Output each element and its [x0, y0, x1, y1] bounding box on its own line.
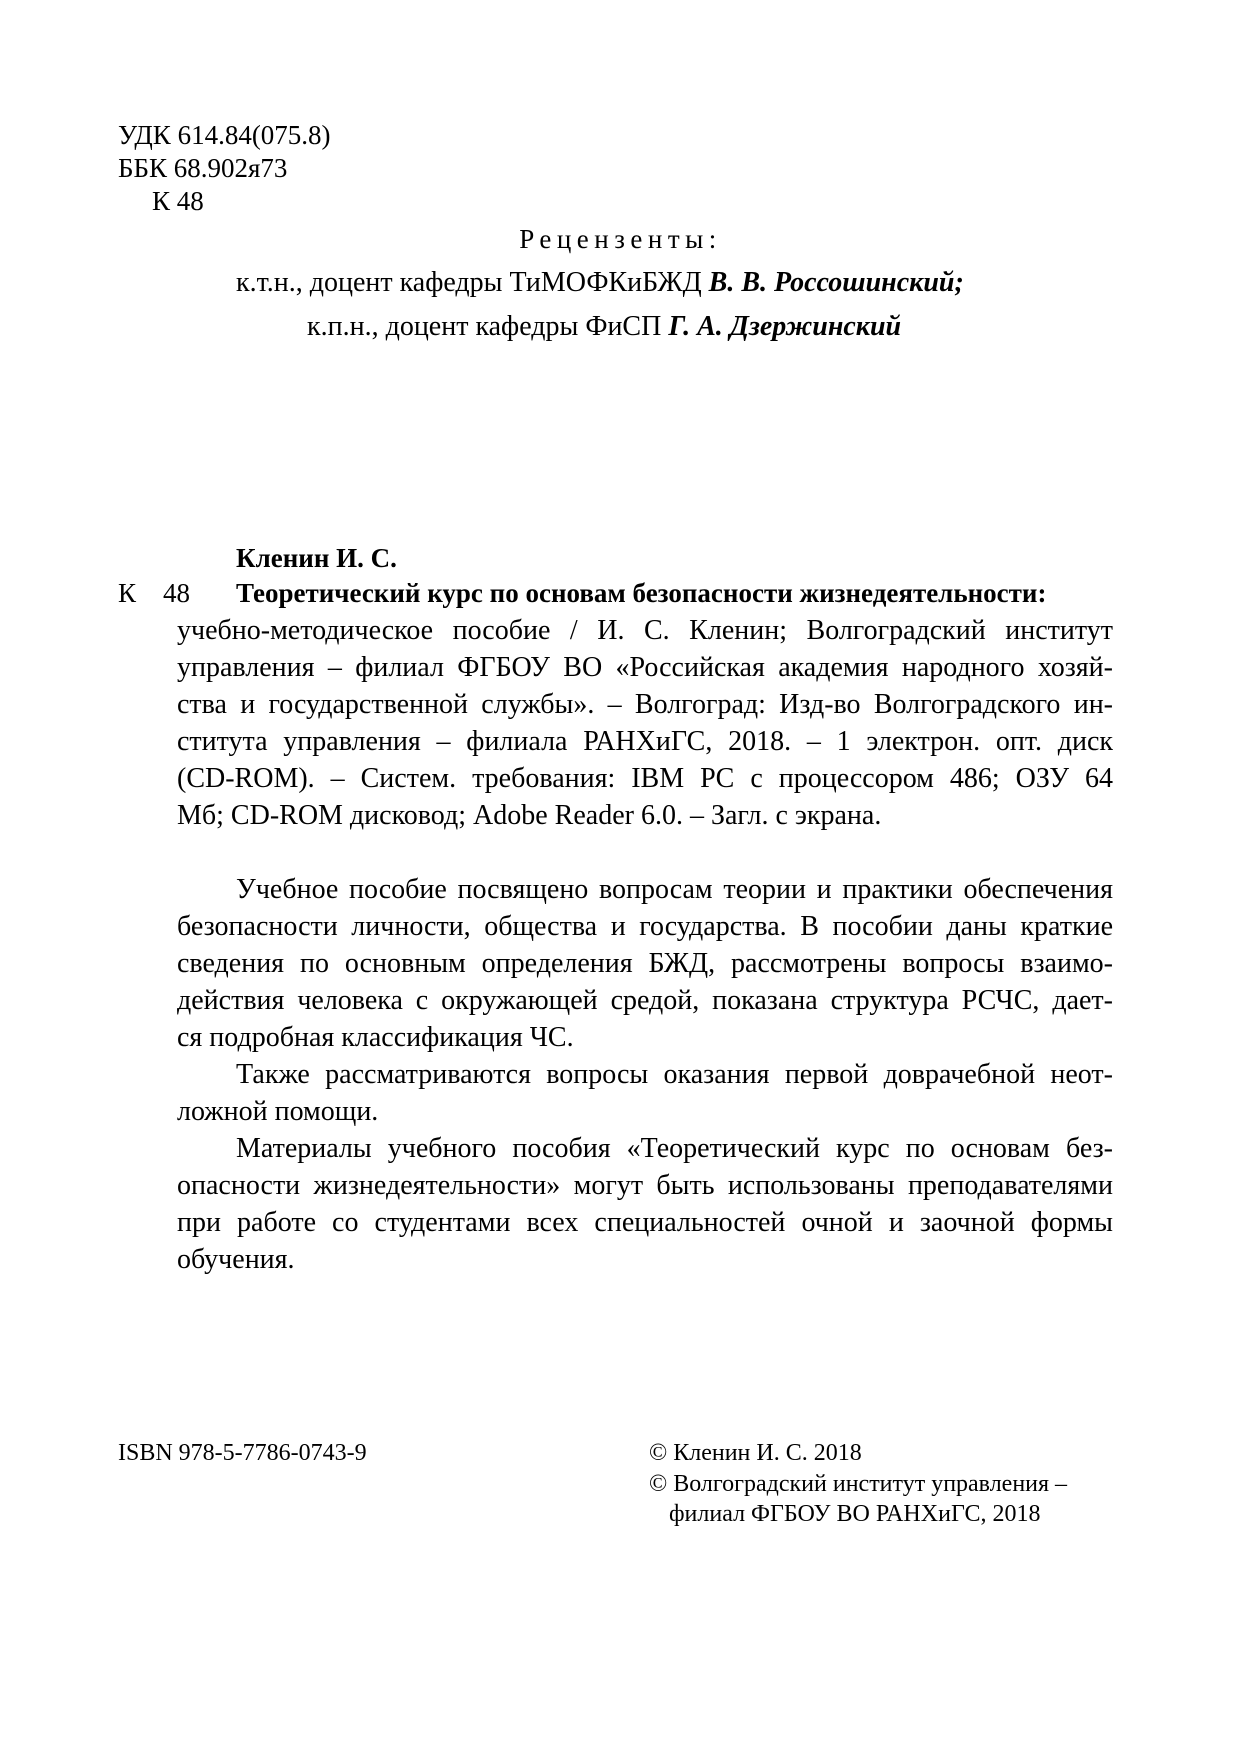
copyright-author: © Кленин И. С. 2018 [649, 1440, 862, 1466]
annotation-line: опасности жизнедеятельности» могут быть использованы преподавателями [177, 1170, 1113, 1201]
reviewer-1-position: к.т.н., доцент кафедры ТиМОФКиБЖД [236, 267, 702, 298]
udk-code: УДК 614.84(075.8) [118, 120, 331, 150]
annotation-line: Учебное пособие посвящено вопросам теории и практики обеспечения [236, 874, 1113, 905]
isbn: ISBN 978-5-7786-0743-9 [118, 1440, 367, 1466]
record-code-letter: К [118, 578, 137, 608]
record-desc-line: ства и государственной службы». – Волгоград: Изд-во Волгоградского ин- [177, 689, 1113, 720]
record-title: Теоретический курс по основам безопасности жизнедеятельности: [236, 578, 1047, 608]
annotation-line: Материалы учебного пособия «Теоретический курс по основам без- [236, 1133, 1113, 1164]
record-desc-line: (CD-ROM). – Систем. требования: IBM PC с процессором 486; ОЗУ 64 [177, 763, 1113, 794]
record-author: Кленин И. С. [236, 543, 397, 573]
annotation-line: Также рассматриваются вопросы оказания первой доврачебной неот- [236, 1059, 1113, 1090]
annotation-line: сведения по основным определения БЖД, рассмотрены вопросы взаимо- [177, 948, 1113, 979]
annotation-line: ложной помощи. [177, 1096, 379, 1127]
reviewer-1-name: В. В. Россошинский; [708, 267, 964, 298]
reviewer-1 [236, 266, 964, 300]
record-code-number: 48 [163, 578, 190, 608]
record-desc-line: ститута управления – филиала РАНХиГС, 2018. – 1 электрон. опт. диск [177, 726, 1113, 757]
copyright-institute-cont: филиал ФГБОУ ВО РАНХиГС, 2018 [669, 1501, 1041, 1527]
record-desc-line: управления – филиал ФГБОУ ВО «Российская академия народного хозяй- [177, 652, 1113, 683]
reviewer-2-name: Г. А. Дзержинский [668, 311, 902, 342]
reviewers-heading: Рецензенты: [519, 224, 722, 254]
annotation-line: безопасности личности, общества и государства. В пособии даны краткие [177, 911, 1113, 942]
annotation-line: ся подробная классификация ЧС. [177, 1022, 574, 1053]
record-desc-line: учебно-методическое пособие / И. С. Кленин; Волгоградский институт [177, 615, 1113, 646]
author-mark: К 48 [152, 186, 204, 216]
reviewer-2 [307, 310, 901, 344]
copyright-institute: © Волгоградский институт управления – [649, 1471, 1068, 1497]
annotation-line: при работе со студентами всех специальностей очной и заочной формы [177, 1207, 1113, 1238]
bbk-code: ББК 68.902я73 [118, 153, 288, 183]
reviewer-2-position: к.п.н., доцент кафедры ФиСП [307, 311, 662, 342]
annotation-line: действия человека с окружающей средой, показана структура РСЧС, дает- [177, 985, 1113, 1016]
record-desc-line: Мб; CD-ROM дисковод; Adobe Reader 6.0. – Загл. с экрана. [177, 800, 882, 831]
annotation-line: обучения. [177, 1244, 295, 1275]
